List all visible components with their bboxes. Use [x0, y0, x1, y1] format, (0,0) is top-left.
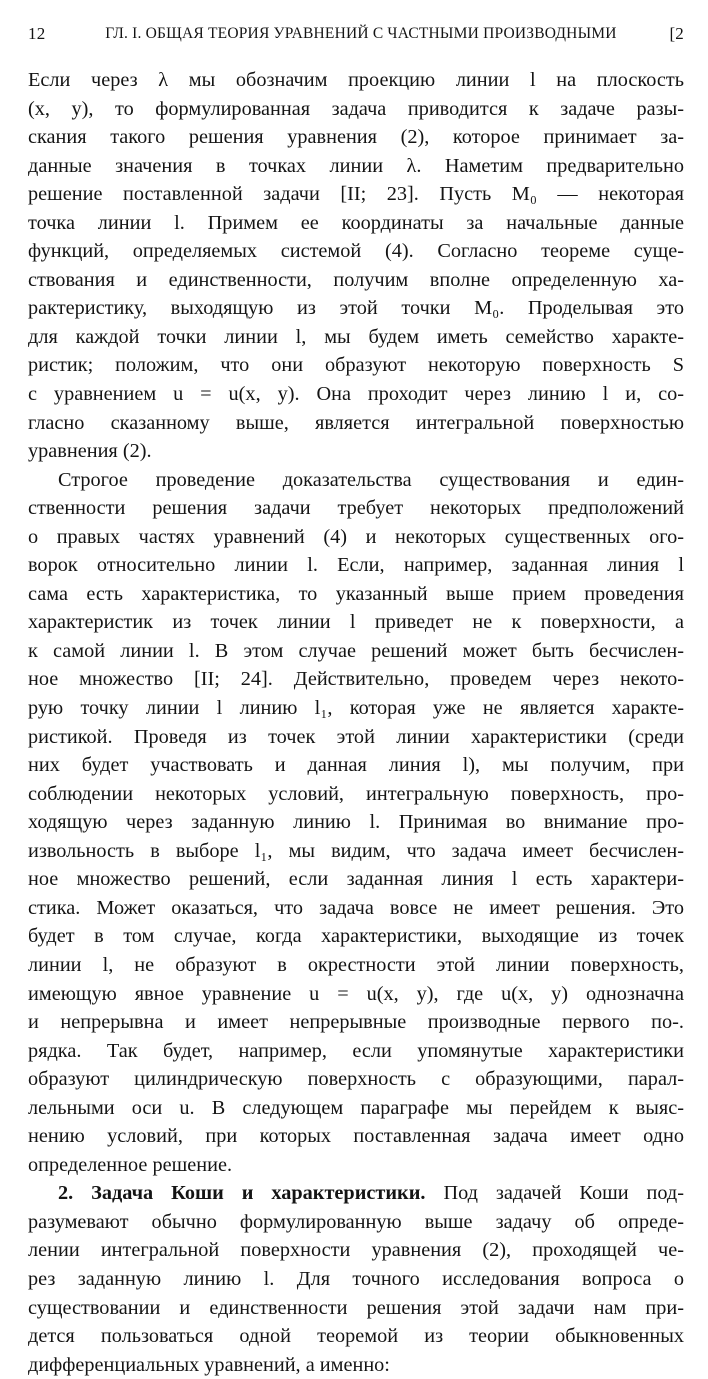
text-line: ристик; положим, что они образуют некоторую поверхность S — [28, 354, 684, 377]
text-line: лении интегральной поверхности уравнения (2), проходящей че- — [28, 1239, 684, 1262]
text-line: о правых частях уравнений (4) и некоторых существенных ого- — [28, 525, 684, 548]
text-line: нению условий, при которых поставленная задача имеет одно — [28, 1125, 684, 1148]
text-line: разумевают обычно формулированную выше задачу об опреде- — [28, 1210, 684, 1233]
text-line: для каждой точки линии l, мы будем иметь семейство характе- — [28, 325, 684, 348]
text-line: Если через λ мы обозначим проекцию линии l на плоскость — [28, 69, 684, 91]
running-header — [28, 20, 684, 48]
text-line: рядка. Так будет, например, если упомянутые характеристики — [28, 1039, 684, 1062]
text-line: имеющую явное уравнение u = u(x, y), где u(x, y) однозначна — [28, 982, 684, 1005]
section-first-line — [28, 1179, 684, 1208]
text-line: дется пользоваться одной теоремой из теории обыкновенных — [28, 1325, 684, 1348]
text-line: ходящую через заданную линию l. Принимая во внимание про- — [28, 811, 684, 834]
text-line: с уравнением u = u(x, y). Она проходит через линию l и, со- — [28, 383, 684, 406]
section-heading: 2. Задача Коши и характеристики. — [58, 1182, 426, 1205]
section-first-line-text: Под задачей Коши под- — [443, 1182, 684, 1205]
text-line: ственности решения задачи требует некоторых предположений — [28, 497, 684, 520]
text-line: сама есть характеристика, то указанный выше прием проведения — [28, 582, 684, 605]
text-line: дифференциальных уравнений, а именно: — [28, 1353, 390, 1376]
text-line: ристикой. Проведя из точек этой линии характеристики (среди — [28, 725, 684, 748]
text-line: существовании и единственности решения этой задачи нам при- — [28, 1296, 684, 1319]
page-number: 12 — [28, 24, 46, 43]
text-line: характеристик из точек линии l приведет не к поверхности, а — [28, 611, 684, 634]
text-line: лельными оси u. В следующем параграфе мы перейдем к выяс- — [28, 1096, 684, 1119]
text-line: гласно сказанному выше, является интегральной поверхностью — [28, 411, 684, 434]
text-line: ствования и единственности, получим вполне определенную ха- — [28, 268, 684, 291]
text-line: образуют цилиндрическую поверхность с образующими, парал- — [28, 1068, 684, 1091]
text-line: рез заданную линию l. Для точного исследования вопроса о — [28, 1267, 684, 1290]
running-title: ГЛ. I. ОБЩАЯ ТЕОРИЯ УРАВНЕНИЙ С ЧАСТНЫМИ ПРОИЗВОДНЫМИ — [105, 25, 617, 42]
text-line: соблюдении некоторых условий, интегральную поверхность, про- — [28, 782, 684, 805]
text-line: них будет участвовать и данная линия l), мы получим, при — [28, 754, 684, 777]
text-line: функций, определяемых системой (4). Согласно теореме суще- — [28, 240, 684, 263]
text-line: (x, y), то формулированная задача приводится к задаче разы- — [28, 97, 684, 120]
text-line: будет в том случае, когда характеристики, выходящие из точек — [28, 925, 684, 948]
text-line: линии l, не образуют в окрестности этой линии поверхность, — [28, 953, 684, 976]
text-line: рую точку линии l линию l₁, которая уже не является характе- — [28, 697, 684, 720]
section-marker: [2 — [669, 24, 684, 43]
text-line: точка линии l. Примем ее координаты за начальные данные — [28, 211, 684, 234]
text-line: уравнения (2). — [28, 440, 152, 463]
text-line: ворок относительно линии l. Если, например, заданная линия l — [28, 554, 684, 577]
text-line: и непрерывна и имеет непрерывные производные первого по-. — [28, 1011, 684, 1034]
text-line: данные значения в точках линии λ. Наметим предварительно — [28, 154, 684, 177]
text-line: скания такого решения уравнения (2), которое принимает за- — [28, 126, 684, 149]
text-line: Строгое проведение доказательства существования и един- — [58, 468, 684, 491]
text-line: решение поставленной задачи [II; 23]. Пусть M₀ — некоторая — [28, 183, 684, 206]
page-body — [28, 66, 684, 1379]
text-line: определенное решение. — [28, 1153, 233, 1176]
text-line: ное множество решений, если заданная линия l есть характери- — [28, 868, 684, 891]
text-line: извольность в выборе l₁, мы видим, что задача имеет бесчислен- — [28, 839, 684, 862]
text-line: рактеристику, выходящую из этой точки M₀. Проделывая это — [28, 297, 684, 320]
text-line: ное множество [II; 24]. Действительно, проведем через некото- — [28, 668, 684, 691]
text-line: стика. Может оказаться, что задача вовсе не имеет решения. Это — [28, 896, 684, 919]
text-line: к самой линии l. В этом случае решений может быть бесчислен- — [28, 639, 684, 662]
